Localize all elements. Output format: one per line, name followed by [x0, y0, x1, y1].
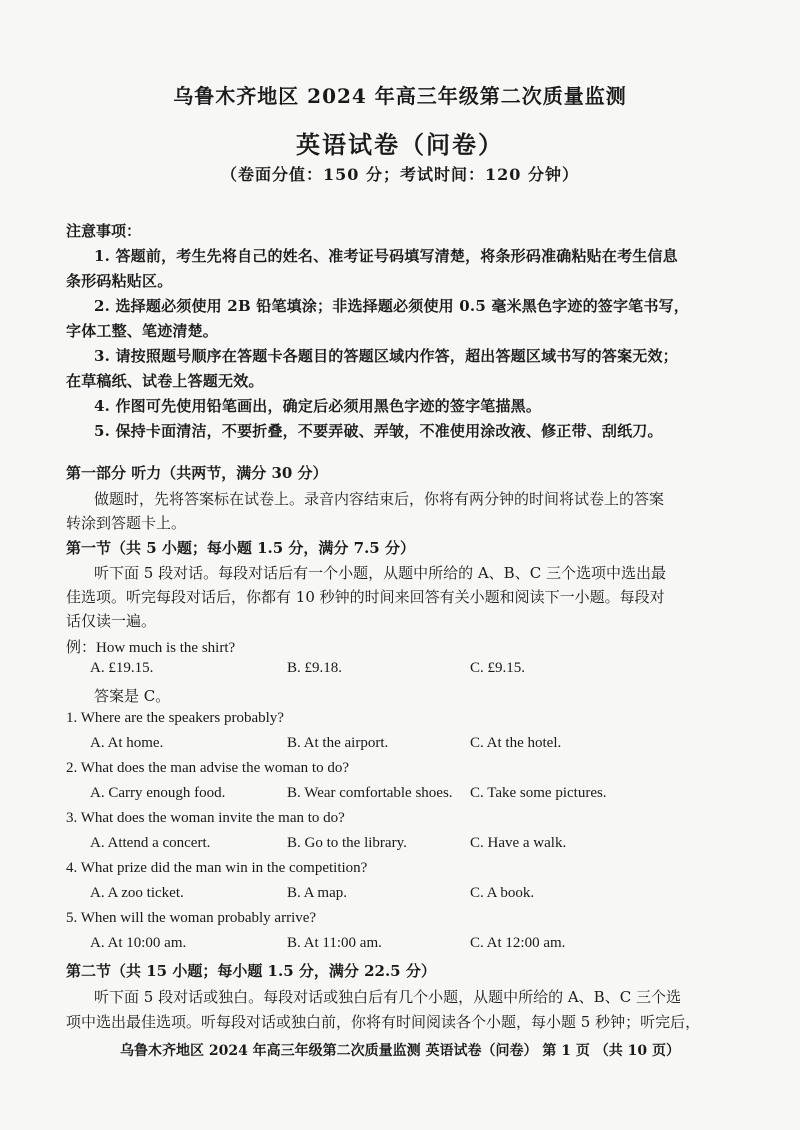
question-3-option-c: C. Have a walk. [470, 835, 567, 851]
part1-title: 第一部分 听力（共两节，满分 30 分） [66, 464, 328, 482]
section1-intro-line: 话仅读一遍。 [66, 612, 157, 630]
question-1-option-b: B. At the airport. [287, 735, 389, 751]
question-2-option-b: B. Wear comfortable shoes. [287, 785, 453, 801]
question-1: 1. Where are the speakers probably? [66, 710, 284, 726]
note-line: 1. 答题前，考生先将自己的姓名、准考证号码填写清楚，将条形码准确粘贴在考生信息 [94, 247, 678, 265]
question-2-option-c: C. Take some pictures. [470, 785, 607, 801]
note-line: 字体工整、笔迹清楚。 [66, 322, 219, 340]
note-line: 在草稿纸、试卷上答题无效。 [66, 372, 264, 390]
section2-title: 第二节（共 15 小题；每小题 1.5 分，满分 22.5 分） [66, 962, 436, 980]
question-3: 3. What does the woman invite the man to do? [66, 810, 345, 826]
page-footer: 乌鲁木齐地区 2024 年高三年级第二次质量监测 英语试卷（问卷） 第 1 页 （共 10 页） [119, 1043, 681, 1059]
question-4-option-b: B. A map. [287, 885, 348, 901]
section1-intro-line: 听下面 5 段对话。每段对话后有一个小题，从题中所给的 A、B、C 三个选项中选出最 [94, 564, 666, 582]
question-1-option-c: C. At the hotel. [470, 735, 562, 751]
question-3-option-a: A. Attend a concert. [90, 835, 211, 851]
note-line: 2. 选择题必须使用 2B 铅笔填涂；非选择题必须使用 0.5 毫米黑色字迹的签字笔书写， [94, 297, 689, 315]
note-line: 3. 请按照题号顺序在答题卡各题目的答题区域内作答，超出答题区域书写的答案无效； [94, 347, 678, 365]
question-5-option-b: B. At 11:00 am. [287, 935, 382, 951]
question-4-option-c: C. A book. [470, 885, 535, 901]
note-line: 条形码粘贴区。 [66, 272, 173, 290]
section1-intro-line: 佳选项。听完每段对话后，你都有 10 秒钟的时间来回答有关小题和阅读下一小题。每段对 [66, 588, 665, 606]
exam-title: 乌鲁木齐地区 2024 年高三年级第二次质量监测 [173, 84, 627, 108]
section2-intro-line: 项中选出最佳选项。听每段对话或独白前，你将有时间阅读各个小题，每小题 5 秒钟；听完后， [66, 1013, 701, 1031]
question-4: 4. What prize did the man win in the competition? [66, 860, 368, 876]
question-4-option-a: A. A zoo ticket. [90, 885, 184, 901]
example-option-b: B. £9.18. [287, 660, 343, 676]
question-3-option-b: B. Go to the library. [287, 835, 407, 851]
question-5-option-c: C. At 12:00 am. [470, 935, 566, 951]
notes-title: 注意事项： [66, 222, 142, 240]
section2-intro-line: 听下面 5 段对话或独白。每段对话或独白后有几个小题，从题中所给的 A、B、C 三个选 [94, 988, 681, 1006]
example-option-c: C. £9.15. [470, 660, 526, 676]
paper-title: 英语试卷（问卷） [296, 130, 504, 159]
part1-intro-line: 做题时，先将答案标在试卷上。录音内容结束后，你将有两分钟的时间将试卷上的答案 [94, 490, 665, 508]
example-answer: 答案是 C。 [94, 687, 171, 705]
note-line: 5. 保持卡面清洁，不要折叠，不要弄破、弄皱，不准使用涂改液、修正带、刮纸刀。 [94, 422, 663, 440]
question-2: 2. What does the man advise the woman to do? [66, 760, 349, 776]
question-5: 5. When will the woman probably arrive? [66, 910, 317, 926]
exam-meta: （卷面分值：150 分；考试时间：120 分钟） [221, 165, 579, 184]
example-question: 例：How much is the shirt? [66, 640, 236, 656]
question-5-option-a: A. At 10:00 am. [90, 935, 187, 951]
section1-title: 第一节（共 5 小题；每小题 1.5 分，满分 7.5 分） [66, 539, 415, 557]
part1-intro-line: 转涂到答题卡上。 [66, 514, 187, 532]
note-line: 4. 作图可先使用铅笔画出，确定后必须用黑色字迹的签字笔描黑。 [94, 397, 542, 415]
question-1-option-a: A. At home. [90, 735, 164, 751]
question-2-option-a: A. Carry enough food. [90, 785, 226, 801]
example-option-a: A. £19.15. [90, 660, 154, 676]
